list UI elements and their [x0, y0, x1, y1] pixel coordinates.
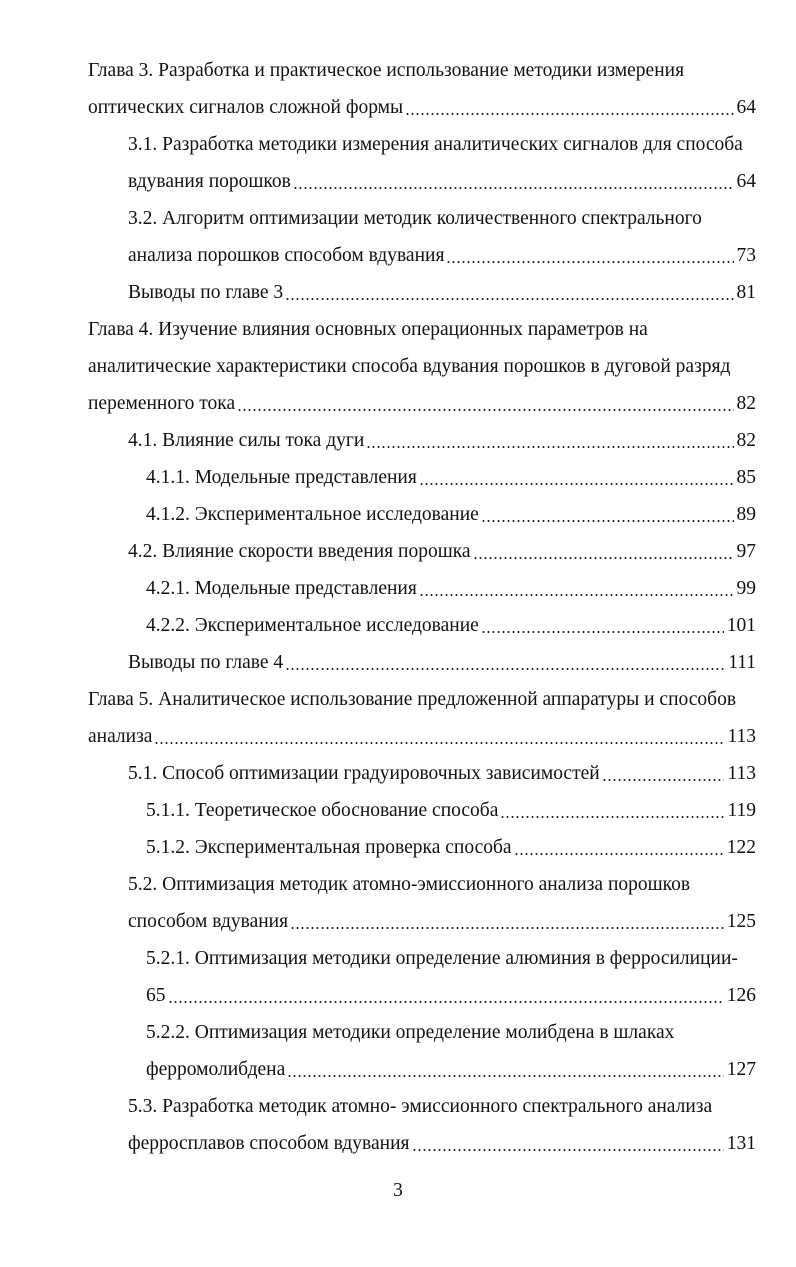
toc-line-last: 4.2. Влияние скорости введения порошка 97: [128, 539, 756, 565]
dot-leader: [473, 557, 734, 559]
toc-page-number: 119: [727, 800, 756, 821]
dot-leader: [154, 742, 724, 744]
toc-page-number: 82: [736, 393, 756, 414]
toc-page-number: 125: [726, 911, 756, 932]
toc-line-last: анализа 113: [88, 724, 756, 750]
toc-page-number: 126: [726, 985, 756, 1006]
dot-leader: [602, 779, 725, 781]
toc-line-last: вдувания порошков 64: [128, 169, 756, 195]
toc-line-last: 65 126: [146, 983, 756, 1009]
page-number: 3: [393, 1180, 403, 1201]
toc-page-number: 73: [736, 245, 756, 266]
dot-leader: [168, 1001, 724, 1003]
toc-line: 5.2. Оптимизация методик атомно-эмиссионного анализа порошков: [128, 874, 691, 895]
toc-line-last: 4.1. Влияние силы тока дуги 82: [128, 428, 756, 454]
toc-page-number: 85: [736, 467, 756, 488]
toc-page-number: 101: [726, 615, 756, 636]
toc-page-number: 64: [736, 171, 756, 192]
toc-line: аналитические характеристики способа вдувания порошков в дуговой разряд: [88, 356, 731, 377]
toc-line-last: ферромолибдена 127: [146, 1057, 756, 1083]
toc-line-last: Выводы по главе 4 111: [128, 650, 756, 676]
dot-leader: [500, 816, 724, 818]
toc-line: 3.2. Алгоритм оптимизации методик количественного спектрального: [128, 208, 702, 229]
toc-line: Глава 5. Аналитическое использование предложенной аппаратуры и способов: [88, 689, 737, 710]
toc-line: Глава 4. Изучение влияния основных операционных параметров на: [88, 319, 648, 340]
toc-line-last: анализа порошков способом вдувания 73: [128, 243, 756, 269]
toc-line-last: 4.2.1. Модельные представления 99: [146, 576, 756, 602]
toc-page-number: 111: [728, 652, 756, 673]
toc-line-last: ферросплавов способом вдувания 131: [128, 1131, 756, 1157]
toc-page-number: 99: [736, 578, 756, 599]
toc-page-number: 113: [727, 763, 756, 784]
toc-page-number: 82: [736, 430, 756, 451]
toc-line-last: Выводы по главе 3 81: [128, 280, 756, 306]
dot-leader: [287, 1075, 723, 1077]
dot-leader: [285, 298, 733, 300]
toc-line-last: 4.2.2. Экспериментальное исследование 101: [146, 613, 756, 639]
toc-line-last: 5.1. Способ оптимизации градуировочных зависимостей 113: [128, 761, 756, 787]
dot-leader: [366, 446, 733, 448]
toc-line: 3.1. Разработка методики измерения аналитических сигналов для способа: [128, 134, 743, 155]
toc-page-number: 97: [736, 541, 756, 562]
dot-leader: [419, 483, 734, 485]
toc-page-number: 64: [736, 97, 756, 118]
toc-page-number: 131: [726, 1133, 756, 1154]
dot-leader: [412, 1149, 724, 1151]
toc-page-number: 127: [726, 1059, 756, 1080]
toc-line: 5.2.2. Оптимизация методики определение молибдена в шлаках: [146, 1022, 675, 1043]
dot-leader: [481, 631, 724, 633]
toc-page-number: 122: [726, 837, 756, 858]
toc-line-last: оптических сигналов сложной формы 64: [88, 95, 756, 121]
toc-page-number: 81: [736, 282, 756, 303]
toc-page-number: 113: [727, 726, 756, 747]
toc-page-number: 89: [736, 504, 756, 525]
dot-leader: [405, 113, 733, 115]
dot-leader: [446, 261, 733, 263]
toc-line-last: 5.1.2. Экспериментальная проверка способа 122: [146, 835, 756, 861]
toc-line-last: способом вдувания 125: [128, 909, 756, 935]
dot-leader: [481, 520, 734, 522]
toc-line-last: переменного тока 82: [88, 391, 756, 417]
dot-leader: [285, 668, 725, 670]
dot-leader: [419, 594, 734, 596]
toc-line: 5.3. Разработка методик атомно- эмиссионного спектрального анализа: [128, 1096, 713, 1117]
toc-line-last: 4.1.1. Модельные представления 85: [146, 465, 756, 491]
dot-leader: [514, 853, 724, 855]
toc-line: 5.2.1. Оптимизация методики определение алюминия в ферросилиции-: [146, 948, 738, 969]
toc-line-last: 5.1.1. Теоретическое обоснование способа 119: [146, 798, 756, 824]
dot-leader: [290, 927, 724, 929]
toc-line: Глава 3. Разработка и практическое использование методики измерения: [88, 60, 685, 81]
toc-line-last: 4.1.2. Экспериментальное исследование 89: [146, 502, 756, 528]
dot-leader: [237, 409, 733, 411]
dot-leader: [293, 187, 734, 189]
